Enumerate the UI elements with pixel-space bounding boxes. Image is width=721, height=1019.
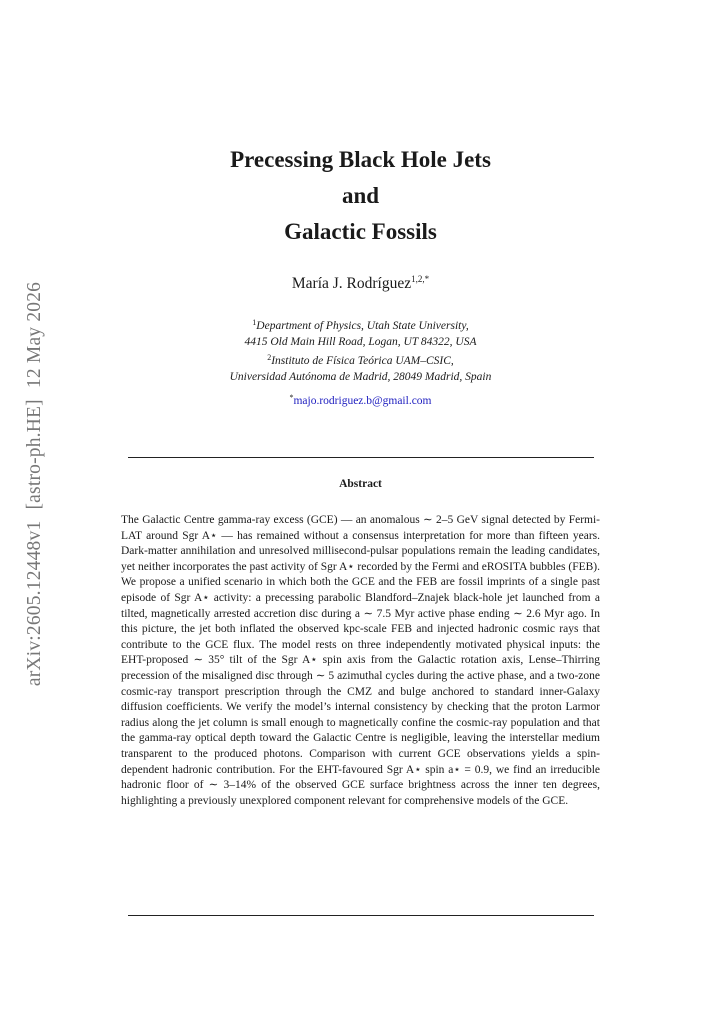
affiliations (0, 315, 721, 385)
top-divider (128, 457, 594, 458)
title-line-3: Galactic Fossils (284, 219, 437, 244)
abstract-text: The Galactic Centre gamma-ray excess (GCE) — an anomalous ∼ 2–5 GeV signal detected by Fermi-LAT around Sgr A⋆ — has remained without a consensus interpretation for more than fifteen years. Dark-matter annihilation and unresolved millisecond-pulsar populations remain the leading candidates, yet neither incorporates the past activity of Sgr A⋆ recorded by the Fermi and eROSITA bubbles (FEB). We propose a unified scenario in which both the GCE and the FEB are fossil imprints of a single past episode of Sgr A⋆ activity: a precessing parabolic Blandford–Znajek black-hole jet launched from a tilted, magnetically arrested accretion disc during a ∼ 7.5 Myr active phase ending ∼ 2.6 Myr ago. In this picture, the jet both inflated the observed kpc-scale FEB and injected hadronic cosmic rays that contribute to the GCE flux. The model rests on three independently motivated physical inputs: the EHT-proposed ∼ 35° tilt of the Sgr A⋆ spin axis from the Galactic rotation axis, Lense–Thirring precession of the misaligned disc through ∼ 5 azimuthal cycles during the active phase, and a two-zone cosmic-ray transport prescription through the CMZ and bulge anchored to standard inner-Galaxy diffusion coefficients. We verify the model’s internal consistency by checking that the proton Larmor radius along the jet column is small enough to magnetically confine the cosmic-ray population and that the gamma-ray optical depth toward the Galactic Centre is negligible, leaving the interstellar medium transparent to the produced photons. Comparison with current GCE observations yields a spin-dependent hadronic contribution. For the EHT-favoured Sgr A⋆ spin a⋆ = 0.9, we find an irreducible hadronic floor of ∼ 3–14% of the observed GCE surface brightness across the inner ten degrees, highlighting a previously unexplored component relevant for comprehensive models of the GCE. (121, 514, 600, 807)
email-line (0, 393, 721, 407)
affiliation-2-mark: 2 (267, 353, 272, 362)
abstract-heading: Abstract (339, 478, 382, 490)
bottom-divider (128, 915, 594, 916)
affiliation-2-line-1: $^2$Instituto de Física Teórica UAM–CSIC, (267, 353, 454, 367)
affiliation-2-line-2: Universidad Autónoma de Madrid, 28049 Madrid, Spain (229, 370, 492, 383)
author-line (0, 274, 721, 293)
abstract-body (121, 513, 600, 809)
arxiv-date: 12 May 2026 (24, 281, 45, 389)
affiliation-1-line-2: 4415 Old Main Hill Road, Logan, UT 84322, USA (244, 335, 477, 348)
title-line-1: Precessing Black Hole Jets (230, 147, 491, 172)
arxiv-id[interactable]: arXiv:2605.12448v1 (24, 520, 45, 687)
arxiv-category: [astro-ph.HE] (24, 399, 45, 510)
author-name: María J. Rodríguez (291, 275, 412, 292)
title-line-2: and (341, 183, 380, 208)
paper-title (0, 142, 721, 250)
email-link[interactable]: majo.rodriguez.b@gmail.com (293, 395, 432, 407)
affiliation-1-line-1: $^1$Department of Physics, Utah State University, (252, 318, 469, 332)
email-mark: * (289, 393, 294, 402)
author-marks: 1,2,* (411, 274, 430, 284)
affiliation-1-mark: 1 (252, 318, 257, 327)
